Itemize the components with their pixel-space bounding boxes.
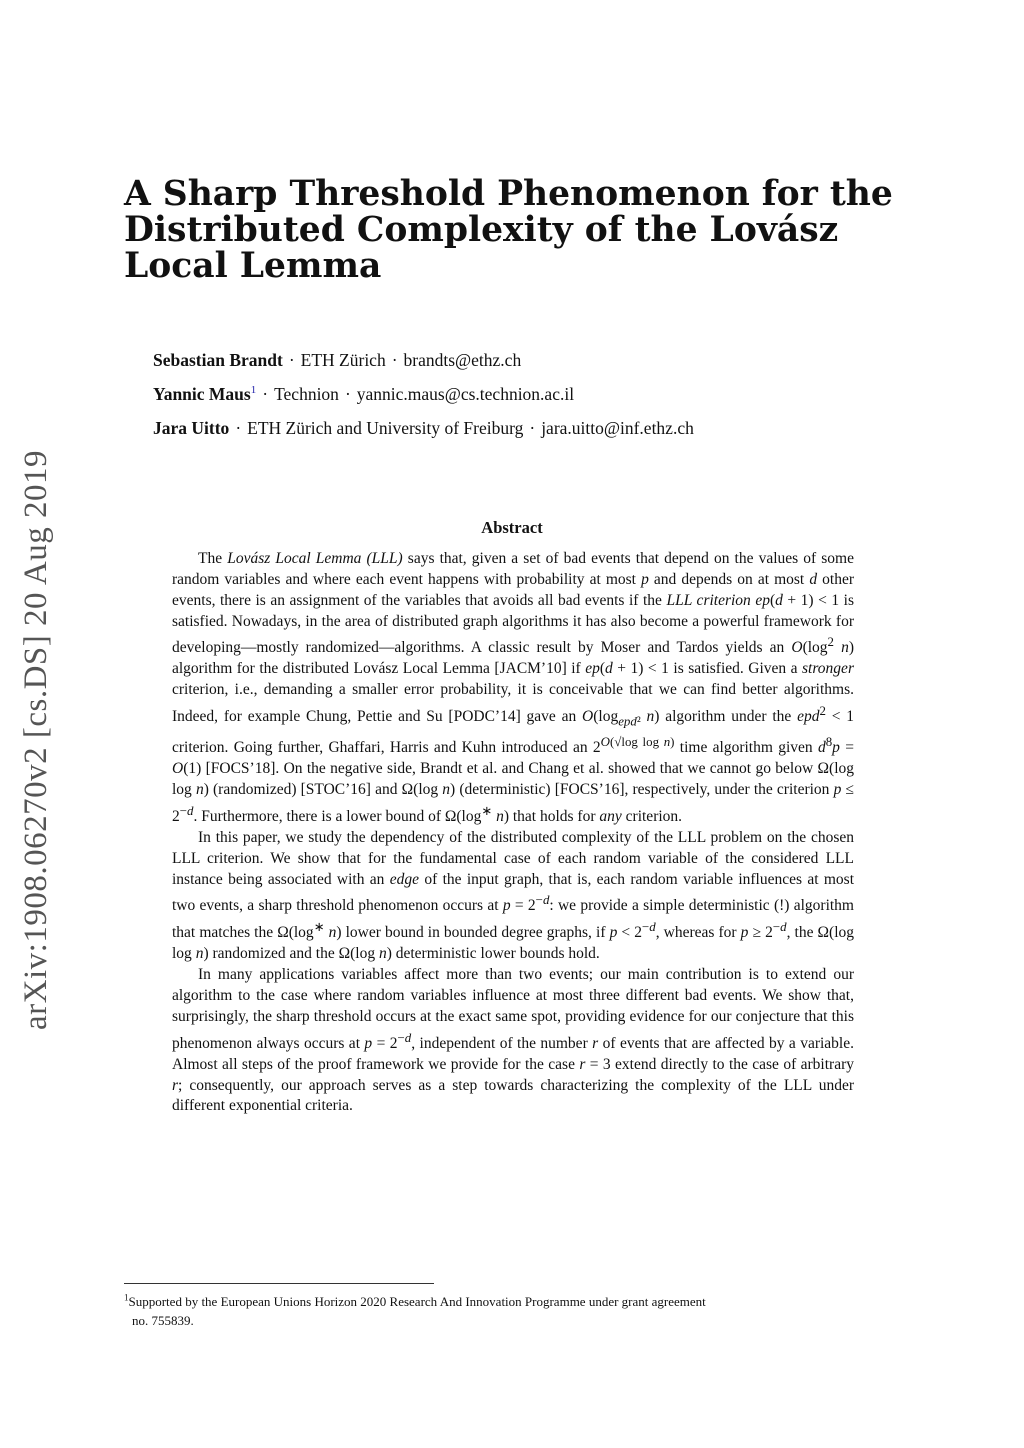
separator: · <box>344 384 351 404</box>
author-footnote-marker[interactable]: 1 <box>250 384 257 397</box>
author-list <box>153 349 913 451</box>
author-name: Yannic Maus <box>153 384 251 404</box>
author-affiliation: ETH Zürich and University of Freiburg <box>247 418 524 438</box>
paper-title: A Sharp Threshold Phenomenon for the Distributed Complexity of the Lovász Local Lemma <box>124 174 893 286</box>
abstract-body <box>172 549 854 1117</box>
separator: · <box>529 418 536 438</box>
footnote-line <box>124 1292 914 1311</box>
separator: · <box>235 418 242 438</box>
author-line <box>153 349 913 383</box>
author-affiliation: Technion <box>274 384 339 404</box>
separator: · <box>262 384 269 404</box>
author-email: yannic.maus@cs.technion.ac.il <box>356 384 575 404</box>
author-name: Sebastian Brandt <box>153 350 283 370</box>
abstract-heading: Abstract <box>481 518 543 537</box>
abstract-paragraph: The Lovász Local Lemma (LLL) says that, given a set of bad events that depend on the values of some random variables and where each event happens with probability at most p and depends on at most d other events, there is an assignment of the variables that avoids all bad events if the LLL criterion ep(d + 1) < 1 is satisfied. Nowadays, in the area of distributed graph algorithms it has also become a powerful framework for developing—mostly randomized—algorithms. A classic result by Moser and Tardos yields an $O(\log^2$ n) algorithm for the distributed Lovász Local Lemma [JACM’10] if ep(d + 1) < 1 is satisfied. Given a stronger criterion, i.e., demanding a smaller error probability, it is conceivable that we can find better algorithms. Indeed, for example Chung, Pettie and Su [PODC’14] gave an $O(\log_{epd^2}$ n) algorithm under the epd$^2$ < 1 criterion. Going further, Ghaffari, Harris and Kuhn introduced an $2^{O(√log log n)}$ time algorithm given $d^8p = O(1)$ [FOCS’18]. On the negative side, Brandt et al. and Chang et al. showed that we cannot go below Ω(log log n) (randomized) [STOC’16] and Ω(log n) (deterministic) [FOCS’16], respectively, under the criterion $p \le 2^{-d}$. Furthermore, there is a lower bound of Ω(log∗ n) that holds for any criterion. <box>172 550 855 825</box>
author-affiliation: ETH Zürich <box>300 350 386 370</box>
footnote-marker: 1 <box>124 1292 129 1303</box>
abstract-paragraph: In many applications variables affect more than two events; our main contribution is to extend our algorithm to the case where random variables influence at most three different bad events. We show that, surprisingly, the sharp threshold occurs at the exact same spot, providing evidence for our conjecture that this phenomenon always occurs at $p = 2^{-d}$, independent of the number r of events that are affected by a variable. Almost all steps of the proof framework we provide for the case r = 3 extend directly to the case of arbitrary r; consequently, our approach serves as a step towards characterizing the complexity of the LLL under different exponential criteria. <box>172 966 854 1115</box>
author-email: jara.uitto@inf.ethz.ch <box>541 418 694 438</box>
author-line <box>153 417 913 451</box>
separator: · <box>391 350 398 370</box>
abstract-paragraph: In this paper, we study the dependency of the distributed complexity of the LLL problem on the chosen LLL criterion. We show that for the fundamental case of each random variable of the considered LLL instance being associated with an edge of the input graph, that is, each random variable influences at most two events, a sharp threshold phenomenon occurs at $p = 2^{-d}$: we provide a simple deterministic (!) algorithm that matches the Ω(log∗ n) lower bound in bounded degree graphs, if $p < 2^{-d}$, whereas for $p \ge 2^{-d}$, the Ω(log log n) randomized and the Ω(log n) deterministic lower bounds hold. <box>172 828 855 963</box>
footnote-text: Supported by the European Unions Horizon 2020 Research And Innovation Programme under grant agreement <box>128 1294 706 1309</box>
footnote-rule <box>124 1283 434 1284</box>
footnote-continuation: no. 755839. <box>132 1313 194 1328</box>
author-line <box>153 383 913 417</box>
author-name: Jara Uitto <box>153 418 230 438</box>
author-email: brandts@ethz.ch <box>403 350 522 370</box>
separator: · <box>288 350 295 370</box>
arxiv-identifier-stamp: arXiv:1908.06270v2 [cs.DS] 20 Aug 2019 <box>18 450 54 1030</box>
footnote <box>124 1292 914 1330</box>
